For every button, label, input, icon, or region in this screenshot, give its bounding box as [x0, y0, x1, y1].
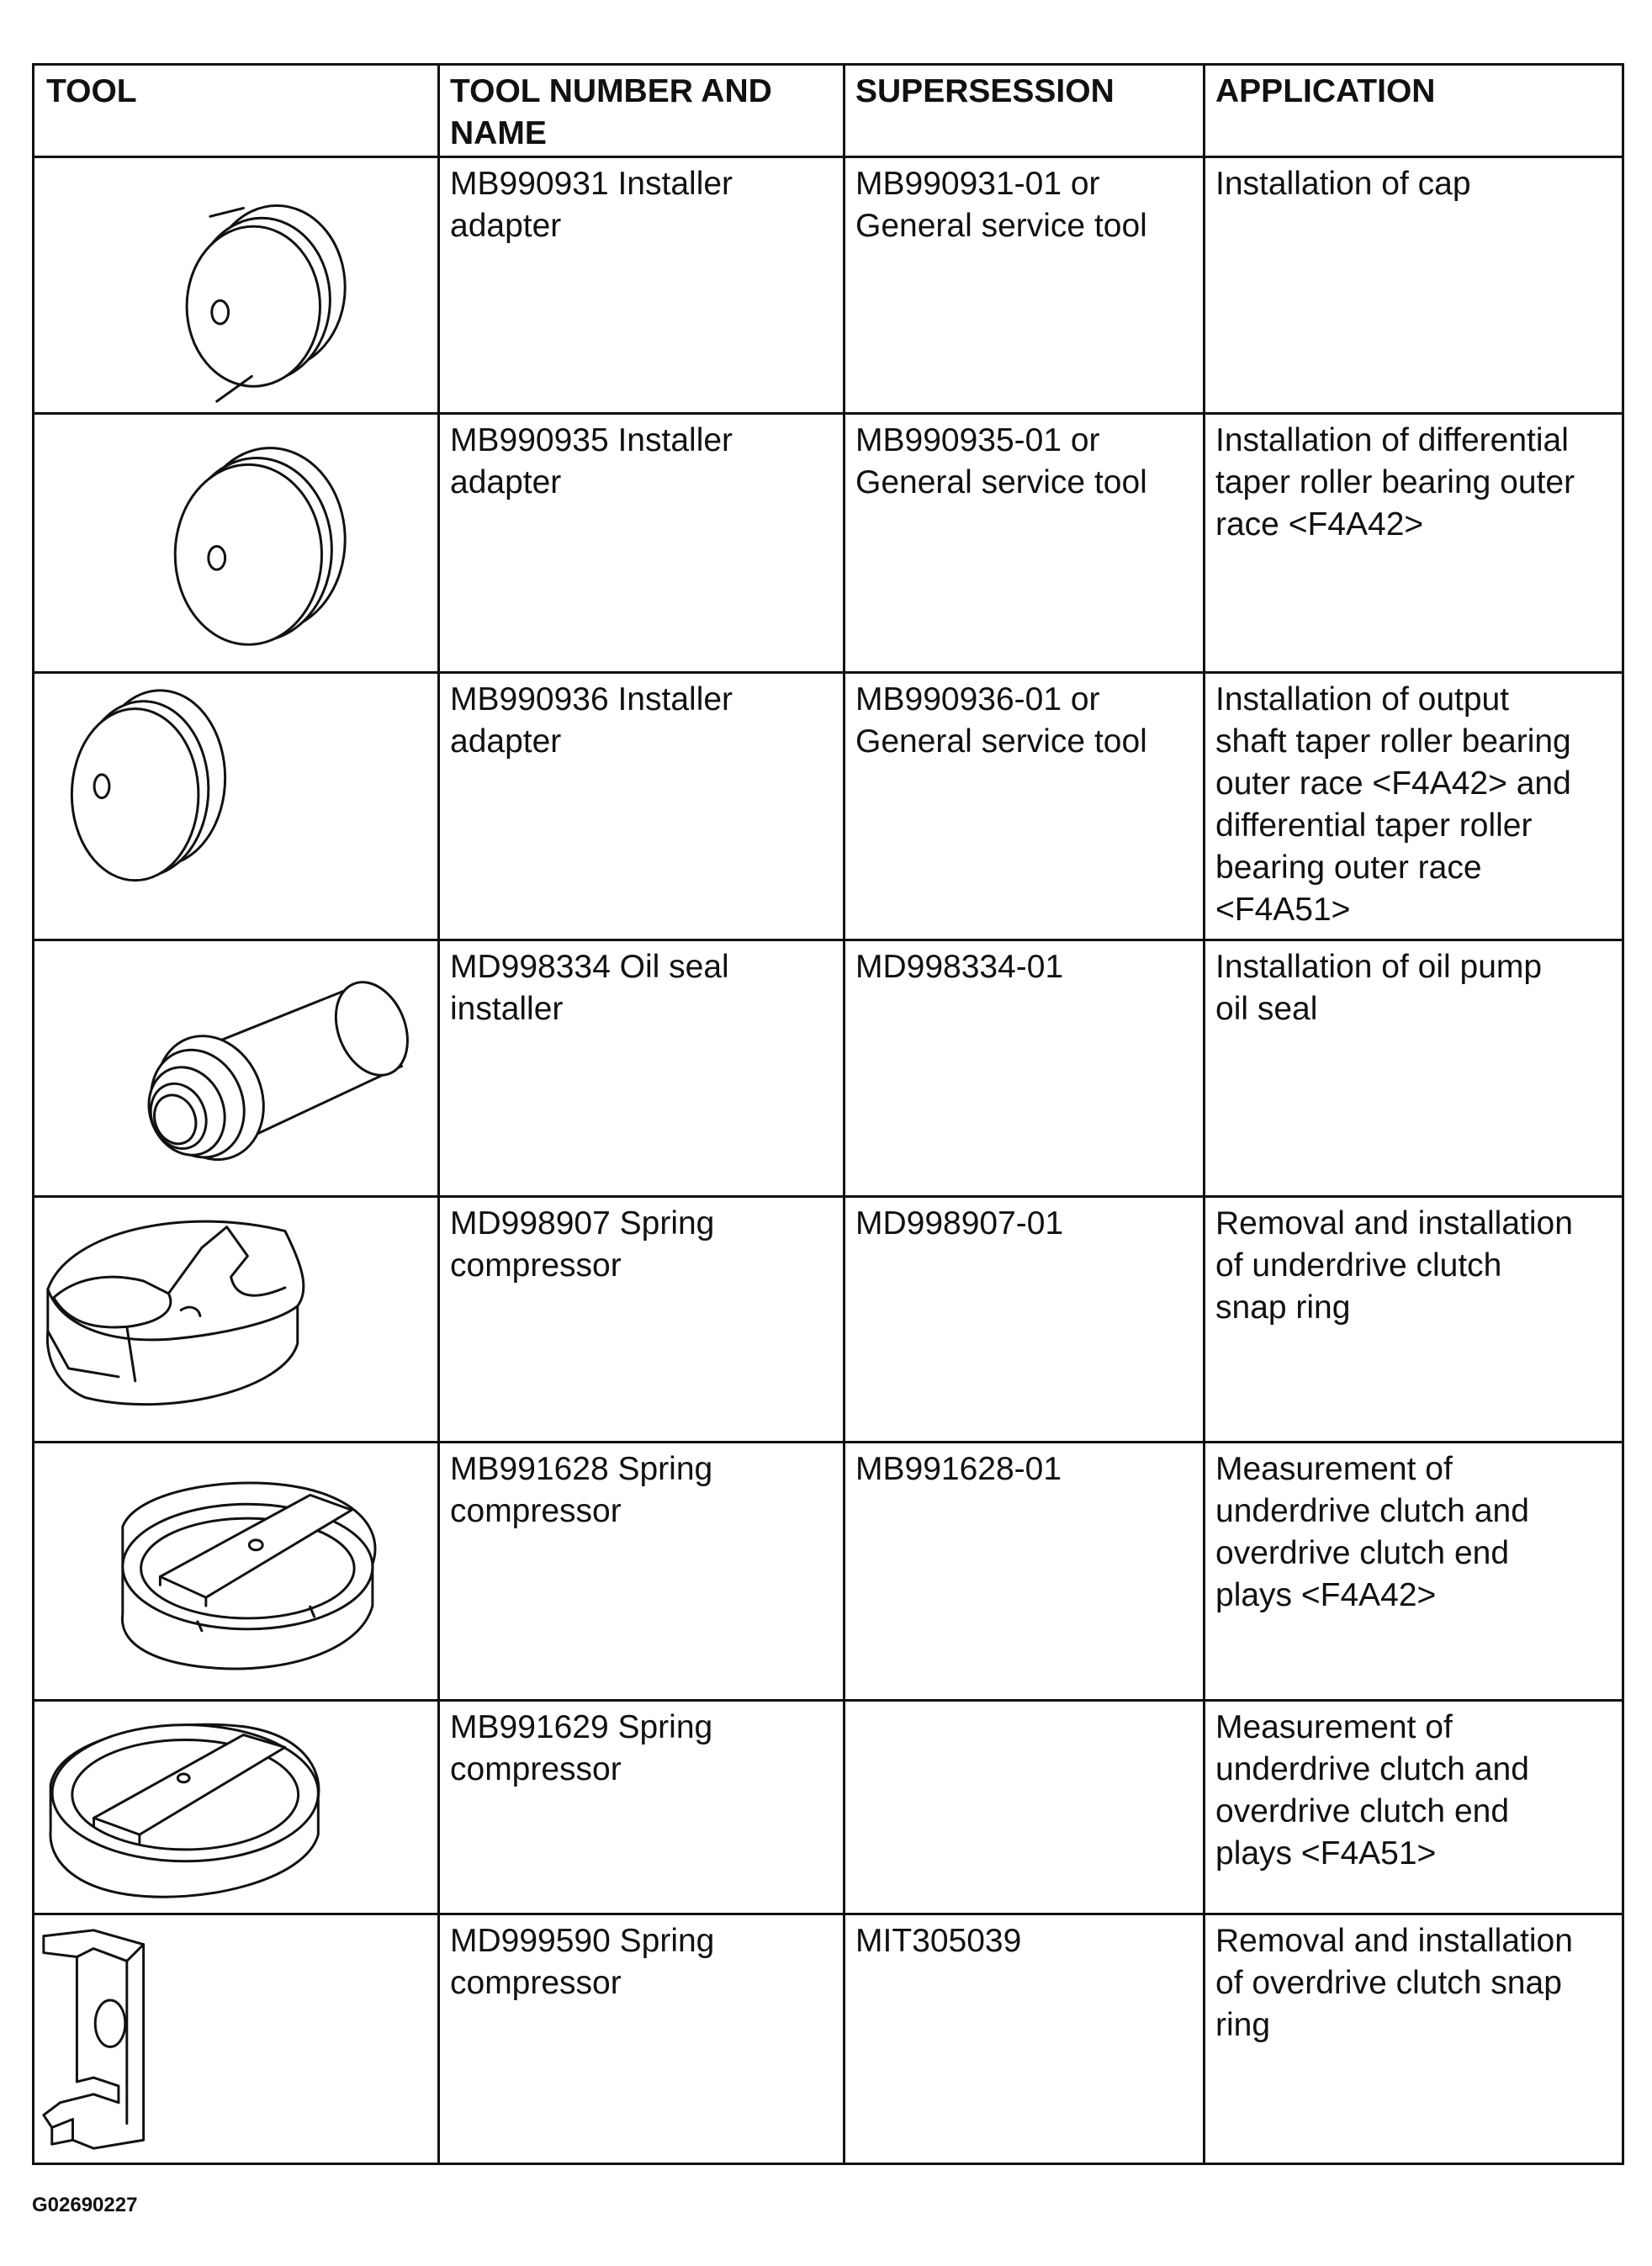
- tool-number-name: MB991629 Spring compressor: [450, 1709, 713, 1787]
- figure-id: G02690227: [32, 2194, 138, 2216]
- supersession: [845, 1702, 1203, 1707]
- supersession-cell: [845, 157, 1205, 414]
- table-row: [34, 1197, 1623, 1443]
- tool-number-name-cell: [439, 1914, 845, 2164]
- supersession-cell: [845, 414, 1205, 673]
- tool-number-name: MB990931 Installer adapter: [450, 166, 733, 244]
- installer-adapter-icon: [34, 158, 437, 412]
- tool-number-name-cell: [439, 1197, 845, 1443]
- tool-number-name-cell: [439, 157, 845, 414]
- application-cell: [1205, 1701, 1623, 1914]
- application-cell: [1205, 414, 1623, 673]
- installer-adapter-icon: [34, 674, 437, 939]
- supersession: MIT305039: [855, 1923, 1022, 1959]
- supersession-cell: [845, 1701, 1205, 1914]
- spring-compressor-icon: [34, 1443, 437, 1699]
- tool-image-cell: [34, 1914, 439, 2164]
- installer-adapter-icon: [34, 415, 437, 671]
- application: Installation of oil pump oil seal: [1215, 949, 1543, 1027]
- tool-number-name-cell: [439, 1443, 845, 1701]
- application-cell: [1205, 673, 1623, 940]
- supersession: MD998907-01: [855, 1205, 1064, 1242]
- table-row: [34, 940, 1623, 1197]
- spring-compressor-icon: [34, 1702, 437, 1913]
- supersession-cell: [845, 1197, 1205, 1443]
- table-row: [34, 1701, 1623, 1914]
- table-row: [34, 673, 1623, 940]
- tool-number-name: MD998907 Spring compressor: [450, 1205, 715, 1284]
- supersession: MB990936-01 or General service tool: [855, 681, 1147, 760]
- supersession-cell: [845, 1914, 1205, 2164]
- application-cell: [1205, 157, 1623, 414]
- supersession: MD998334-01: [855, 949, 1064, 985]
- tool-number-name-cell: [439, 940, 845, 1197]
- supersession-cell: [845, 1443, 1205, 1701]
- application: Measurement of underdrive clutch and overdrive clutch end plays <F4A51>: [1215, 1709, 1529, 1872]
- application: Removal and installation of underdrive clutch snap ring: [1215, 1205, 1573, 1326]
- tool-image-cell: [34, 673, 439, 940]
- table-row: [34, 157, 1623, 414]
- tool-number-name: MB991628 Spring compressor: [450, 1451, 713, 1529]
- tool-image-cell: [34, 940, 439, 1197]
- oil-seal-installer-icon: [34, 941, 437, 1195]
- header-application: APPLICATION: [1205, 65, 1623, 157]
- tool-number-name-cell: [439, 1701, 845, 1914]
- application-cell: [1205, 940, 1623, 1197]
- special-tools-table: [32, 63, 1624, 2165]
- application: Installation of output shaft taper roller bearing outer race <F4A42> and differential taper roller bearing outer race <F4A51>: [1215, 681, 1571, 928]
- header-tool-number-name: TOOL NUMBER AND NAME: [439, 65, 845, 157]
- header-row: [34, 65, 1623, 157]
- supersession: MB991628-01: [855, 1451, 1062, 1487]
- spring-compressor-icon: [34, 1915, 437, 2163]
- tool-image-cell: [34, 1701, 439, 1914]
- table-row: [34, 1443, 1623, 1701]
- tool-number-name: MD998334 Oil seal installer: [450, 949, 729, 1027]
- header-tool: TOOL: [34, 65, 439, 157]
- header-supersession: SUPERSESSION: [845, 65, 1205, 157]
- supersession-cell: [845, 673, 1205, 940]
- tool-number-name: MB990935 Installer adapter: [450, 422, 733, 500]
- tool-image-cell: [34, 1197, 439, 1443]
- application: Removal and installation of overdrive clutch snap ring: [1215, 1923, 1573, 2043]
- application-cell: [1205, 1914, 1623, 2164]
- application: Installation of differential taper roller bearing outer race <F4A42>: [1215, 422, 1575, 543]
- application-cell: [1205, 1443, 1623, 1701]
- tool-number-name: MB990936 Installer adapter: [450, 681, 733, 760]
- tool-image-cell: [34, 157, 439, 414]
- application: Measurement of underdrive clutch and overdrive clutch end plays <F4A42>: [1215, 1451, 1529, 1613]
- tool-number-name-cell: [439, 673, 845, 940]
- tool-number-name-cell: [439, 414, 845, 673]
- supersession: MB990931-01 or General service tool: [855, 166, 1147, 244]
- tool-image-cell: [34, 1443, 439, 1701]
- table-row: [34, 1914, 1623, 2164]
- tool-number-name: MD999590 Spring compressor: [450, 1923, 715, 2001]
- application: Installation of cap: [1215, 166, 1471, 202]
- table-row: [34, 414, 1623, 673]
- tool-image-cell: [34, 414, 439, 673]
- spring-compressor-icon: [34, 1198, 437, 1441]
- application-cell: [1205, 1197, 1623, 1443]
- supersession-cell: [845, 940, 1205, 1197]
- supersession: MB990935-01 or General service tool: [855, 422, 1147, 500]
